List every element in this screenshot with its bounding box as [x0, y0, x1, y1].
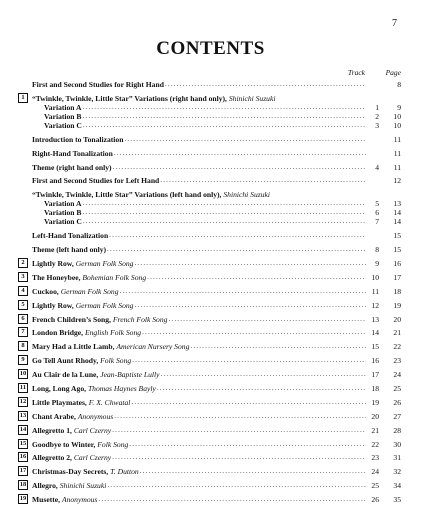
dot-leader	[157, 384, 366, 393]
contents-entry	[18, 245, 401, 254]
entry-title: Variation B	[44, 111, 82, 121]
cd-track-badge: 2	[18, 258, 28, 268]
dot-leader	[82, 103, 366, 112]
contents-subentry	[18, 103, 401, 112]
entry-title: London Bridge,	[32, 328, 84, 338]
entry-page: 11	[393, 162, 401, 172]
entry-title: Au Clair de la Lune,	[32, 370, 99, 380]
dot-leader	[112, 426, 366, 435]
entry-page: 27	[393, 411, 401, 421]
contents-subentry	[18, 112, 401, 121]
contents-subentry	[18, 217, 401, 226]
dot-leader	[165, 80, 366, 89]
contents-entry	[18, 467, 401, 476]
entry-title: French Children’s Song,	[32, 314, 111, 324]
entry-title: Variation C	[44, 120, 82, 130]
entry-title: Left-Hand Tonalization	[32, 231, 109, 241]
entry-composer: Carl Czerny	[73, 425, 112, 435]
contents-subentry	[18, 199, 401, 208]
entry-track: 2	[375, 111, 379, 121]
entry-title: Cuckoo,	[32, 286, 59, 296]
entry-page: 22	[393, 342, 401, 352]
dot-leader	[147, 273, 366, 282]
contents-entry	[18, 231, 401, 240]
entry-title: Lightly Row,	[32, 300, 74, 310]
entry-composer: German Folk Song	[75, 259, 134, 269]
entry-track: 18	[371, 384, 379, 394]
dot-leader	[109, 231, 366, 240]
entry-page: 13	[393, 199, 401, 209]
contents-subentry	[18, 121, 401, 130]
entry-title: Goodbye to Winter,	[32, 439, 96, 449]
entry-composer: Bohemian Folk Song	[82, 272, 147, 282]
entry-track: 1	[375, 102, 379, 112]
contents-entry	[18, 328, 401, 337]
entry-page: 8	[397, 80, 401, 89]
entry-title: Chant Arabe,	[32, 411, 76, 421]
dot-leader	[107, 481, 366, 490]
entry-title: Theme (right hand only)	[32, 162, 112, 172]
entry-track: 9	[375, 259, 379, 269]
contents-entry	[18, 440, 401, 449]
contents-entry	[18, 149, 401, 158]
cd-track-badge: 10	[19, 370, 27, 378]
entry-track: 21	[371, 425, 379, 435]
cd-track-badge: 4	[18, 286, 28, 296]
entry-composer: Shinichi Suzuki	[228, 93, 276, 103]
entry-page: 26	[393, 397, 401, 407]
entry-track: 25	[371, 481, 379, 491]
dot-leader	[83, 121, 366, 130]
contents-entry	[18, 481, 401, 490]
cd-track-badge: 8	[18, 341, 28, 351]
entry-track: 24	[371, 467, 379, 477]
dot-leader	[114, 149, 366, 158]
cd-track-badge: 14	[19, 425, 27, 433]
entry-track: 23	[371, 453, 379, 463]
dot-leader	[140, 467, 366, 476]
entry-composer: American Nursery Song	[116, 342, 190, 352]
contents-entry	[18, 94, 401, 103]
entry-page: 24	[393, 370, 401, 380]
entry-composer: Folk Song	[100, 356, 132, 366]
track-column-header: Track	[347, 68, 365, 77]
entry-page: 12	[393, 176, 401, 186]
entry-track: 16	[371, 356, 379, 366]
entry-page: 15	[393, 245, 401, 255]
dot-leader	[129, 440, 366, 449]
entry-page: 32	[393, 467, 401, 477]
entry-composer: Shinichi Suzuki	[223, 190, 270, 200]
cd-track-badge: 17	[19, 467, 27, 475]
dot-leader	[134, 301, 366, 310]
contents-entry	[18, 259, 401, 268]
entry-page: 23	[393, 356, 401, 366]
cd-track-badge: 6	[18, 314, 28, 324]
entry-title: Musette,	[32, 495, 61, 505]
entry-title: Variation C	[44, 217, 82, 227]
contents-entry	[18, 453, 401, 462]
entry-track: 17	[371, 370, 379, 380]
contents-entry	[18, 135, 401, 144]
dot-leader	[113, 163, 366, 172]
dot-leader	[161, 370, 367, 379]
entry-title: Mary Had a Little Lamb,	[32, 342, 115, 352]
dot-leader	[168, 315, 366, 324]
contents-entry	[18, 190, 401, 199]
dot-leader	[131, 398, 366, 407]
entry-page: 35	[393, 495, 401, 505]
dot-leader	[120, 287, 367, 296]
entry-track: 4	[375, 162, 379, 172]
entry-track: 7	[375, 217, 379, 227]
entry-title: Theme (left hand only)	[32, 245, 107, 255]
entry-track: 15	[371, 342, 379, 352]
entry-track: 5	[375, 199, 379, 209]
contents-entry	[18, 426, 401, 435]
entry-track: 13	[371, 314, 379, 324]
cd-track-badge: 18	[19, 481, 27, 489]
contents-entry	[18, 163, 401, 172]
page-number: 7	[392, 18, 397, 29]
entry-page: 14	[393, 217, 401, 227]
contents-entry	[18, 384, 401, 393]
dot-leader	[142, 328, 366, 337]
entry-title: Allegro,	[32, 481, 58, 491]
cd-track-badge: 1	[18, 93, 28, 103]
entry-composer: Thomas Haynes Bayly	[87, 384, 156, 394]
entry-composer: German Folk Song	[60, 286, 119, 296]
page-column-header: Page	[385, 68, 401, 77]
contents-entry	[18, 356, 401, 365]
cd-track-badge: 5	[18, 300, 28, 310]
entry-track: 10	[371, 272, 379, 282]
contents-entry	[18, 176, 401, 185]
contents-entry	[18, 80, 401, 89]
entry-title: “Twinkle, Twinkle, Little Star” Variations (right hand only),	[32, 93, 227, 103]
contents-entry	[18, 342, 401, 351]
entry-composer: French Folk Song	[112, 314, 168, 324]
entry-page: 15	[393, 231, 401, 241]
entry-track: 12	[371, 300, 379, 310]
dot-leader	[124, 135, 366, 144]
entry-page: 30	[393, 439, 401, 449]
entry-page: 10	[393, 120, 401, 130]
page-title: CONTENTS	[156, 38, 265, 59]
entry-composer: Carl Czerny	[73, 453, 112, 463]
dot-leader	[132, 356, 366, 365]
entry-track: 14	[371, 328, 379, 338]
dot-leader	[82, 112, 366, 121]
entry-title: Little Playmates,	[32, 397, 87, 407]
entry-title: First and Second Studies for Left Hand	[32, 176, 160, 186]
entry-composer: German Folk Song	[75, 300, 134, 310]
cd-track-badge: 13	[19, 411, 27, 419]
entry-composer: English Folk Song	[84, 328, 142, 338]
entry-title: Allegretto 1,	[32, 425, 72, 435]
dot-leader	[82, 199, 366, 208]
cd-track-badge: 11	[19, 384, 27, 392]
entry-page: 21	[393, 328, 401, 338]
contents-entry	[18, 495, 401, 504]
entry-composer: F. X. Chwatal	[88, 397, 131, 407]
entry-page: 34	[393, 481, 401, 491]
cd-track-badge: 9	[18, 355, 28, 365]
entry-title: Variation A	[44, 199, 82, 209]
entry-track: 11	[371, 286, 379, 296]
entry-title: First and Second Studies for Right Hand	[32, 80, 164, 89]
dot-leader	[107, 245, 366, 254]
entry-track: 26	[371, 495, 379, 505]
cd-track-badge: 12	[19, 397, 27, 405]
entry-composer: Anonymous	[77, 411, 114, 421]
cd-track-badge: 19	[19, 495, 27, 503]
entry-track: 3	[375, 120, 379, 130]
cd-track-badge: 7	[18, 327, 28, 337]
entry-composer: Anonymous	[61, 495, 98, 505]
entry-title: Introduction to Tonalization	[32, 134, 124, 144]
entry-track: 19	[371, 397, 379, 407]
entry-composer: Folk Song	[97, 439, 129, 449]
dot-leader	[160, 176, 366, 185]
dot-leader	[83, 217, 366, 226]
dot-leader	[112, 453, 366, 462]
dot-leader	[98, 495, 366, 504]
entry-page: 17	[393, 272, 401, 282]
contents-entry	[18, 412, 401, 421]
entry-page: 31	[393, 453, 401, 463]
contents-entry	[18, 287, 401, 296]
entry-composer: T. Dutton	[110, 467, 139, 477]
entry-page: 28	[393, 425, 401, 435]
entry-title: Variation B	[44, 208, 82, 218]
contents-entry	[18, 301, 401, 310]
cd-track-badge: 3	[18, 272, 28, 282]
contents-list	[18, 80, 401, 504]
entry-page: 10	[393, 111, 401, 121]
contents-entry	[18, 370, 401, 379]
entry-page: 16	[393, 259, 401, 269]
cd-track-badge: 16	[19, 453, 27, 461]
dot-leader	[190, 342, 366, 351]
entry-track: 8	[375, 245, 379, 255]
dot-leader	[134, 259, 366, 268]
entry-page: 25	[393, 384, 401, 394]
entry-title: “Twinkle, Twinkle, Little Star” Variations (left hand only),	[32, 190, 222, 200]
entry-page: 9	[397, 102, 401, 112]
contents-entry	[18, 273, 401, 282]
entry-title: The Honeybee,	[32, 272, 81, 282]
entry-page: 19	[393, 300, 401, 310]
entry-title: Right-Hand Tonalization	[32, 148, 113, 158]
entry-title: Christmas-Day Secrets,	[32, 467, 109, 477]
contents-entry	[18, 398, 401, 407]
entry-composer: Jean-Baptiste Lully	[100, 370, 160, 380]
entry-track: 6	[375, 208, 379, 218]
cd-track-badge: 15	[19, 439, 27, 447]
entry-track: 22	[371, 439, 379, 449]
entry-title: Go Tell Aunt Rhody,	[32, 356, 99, 366]
entry-title: Variation A	[44, 102, 82, 112]
entry-track: 20	[371, 411, 379, 421]
entry-title: Lightly Row,	[32, 259, 74, 269]
entry-composer: Shinichi Suzuki	[59, 481, 107, 491]
entry-page: 18	[393, 286, 401, 296]
entry-page: 11	[393, 148, 401, 158]
entry-title: Long, Long Ago,	[32, 384, 87, 394]
entry-page: 20	[393, 314, 401, 324]
dot-leader	[82, 208, 366, 217]
entry-page: 11	[393, 134, 401, 144]
contents-entry	[18, 315, 401, 324]
entry-title: Allegretto 2,	[32, 453, 72, 463]
contents-subentry	[18, 208, 401, 217]
entry-page: 14	[393, 208, 401, 218]
dot-leader	[114, 412, 366, 421]
